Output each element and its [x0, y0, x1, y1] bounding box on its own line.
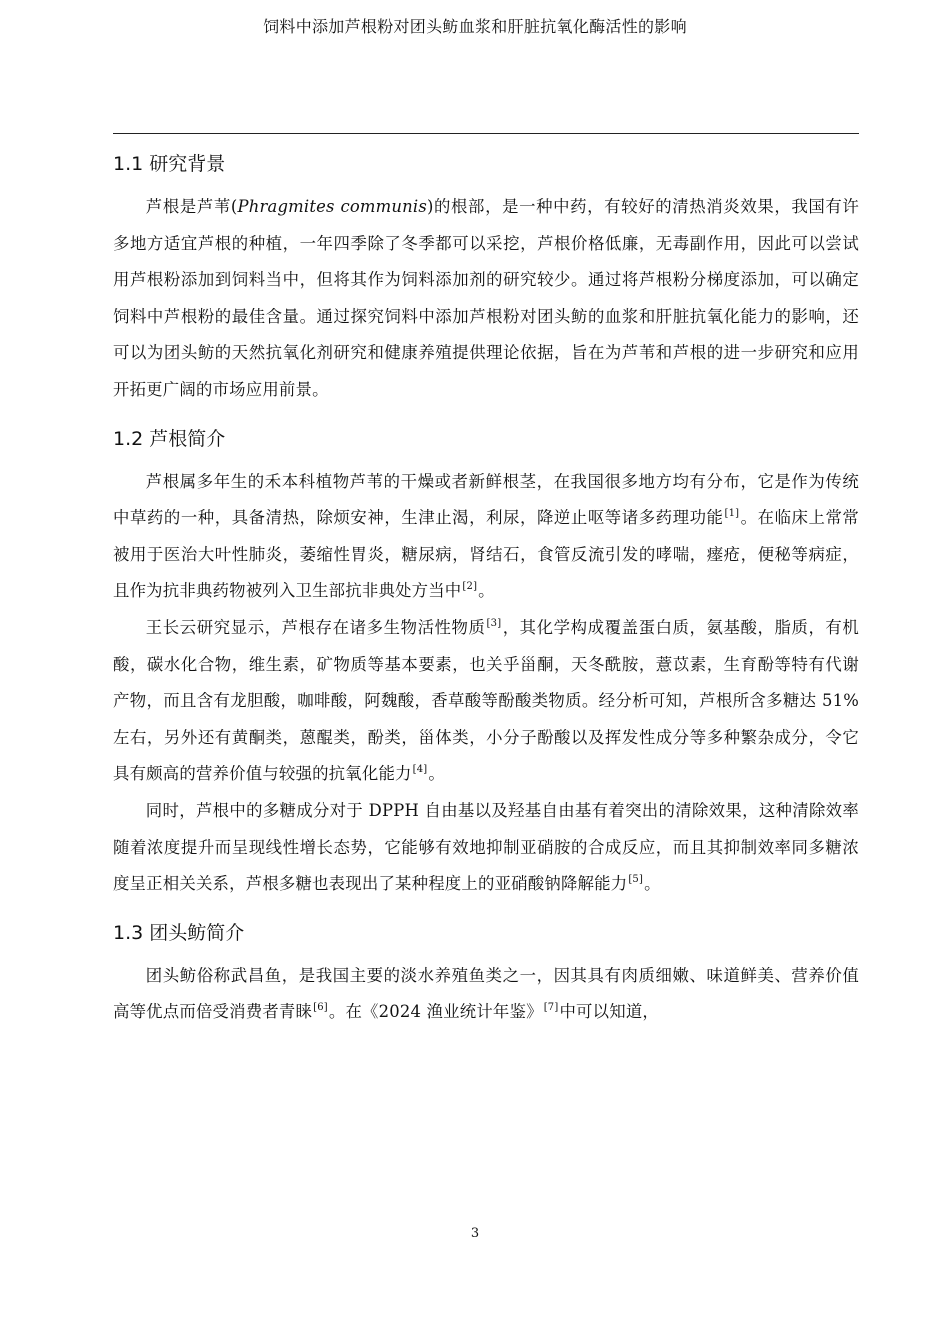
paragraph	[113, 189, 859, 409]
text-run: 中可以知道，	[559, 1002, 660, 1022]
text-run: 。	[478, 581, 495, 601]
citation-ref[interactable]: [5]	[628, 874, 644, 886]
section-heading-1-1: 1.1 研究背景	[113, 153, 226, 175]
text-run: 团头鲂俗称武昌鱼，是我国主要的淡水养殖鱼类之一，因其具有肉质细嫩、味道鲜美、营养价值高等优点而倍受消费者青睐	[113, 965, 859, 1022]
text-run: 芦根属多年生的禾本科植物芦苇的干燥或者新鲜根茎，在我国很多地方均有分布，它是作为传统中草药的一种，具备清热，除烦安神，生津止渴，利尿，降逆止呕等诸多药理功能	[113, 471, 859, 528]
section-bream-intro	[113, 918, 859, 1031]
citation-ref[interactable]: [6]	[313, 1002, 328, 1014]
page-number: 3	[470, 1226, 480, 1241]
citation-ref[interactable]: [1]	[724, 508, 740, 520]
citation-ref[interactable]: [2]	[462, 581, 478, 593]
paragraph	[113, 793, 859, 903]
text-run: 。	[428, 764, 445, 784]
paragraph	[113, 464, 859, 610]
text-run: 。在《2024 渔业统计年鉴》	[328, 1002, 543, 1022]
paragraph	[113, 610, 859, 793]
text-run: 。	[644, 874, 661, 894]
page-body	[113, 140, 859, 1031]
text-run: ，其化学构成覆盖蛋白质，氨基酸，脂质，有机酸，碳水化合物，维生素，矿物质等基本要素，也关乎甾酮，天冬酰胺，薏苡素，生育酚等特有代谢产物，而且含有龙胆酸，咖啡酸，阿魏酸，香草酸等酚酸类物质。经分析可知，芦根所含多糖达 51%左右，另外还有黄酮类，蒽醌类，酚类，甾体类，小分子酚酸以及挥发性成分等多种繁杂成分，令它具有颇高的营养价值与较强的抗氧化能力	[113, 617, 860, 784]
section-heading-1-2: 1.2 芦根简介	[113, 427, 226, 450]
section-heading-1-3: 1.3 团头鲂简介	[113, 921, 245, 944]
section-research-background	[113, 149, 859, 409]
citation-ref[interactable]: [7]	[543, 1002, 559, 1014]
section-reed-root-intro	[113, 424, 859, 903]
text-run: )的根部，是一种中药，有较好的清热消炎效果，我国有许多地方适宜芦根的种植，一年四季除了冬季都可以采挖，芦根价格低廉，无毒副作用，因此可以尝试用芦根粉添加到饲料当中，但将其作为饲料添加剂的研究较少。通过将芦根粉分梯度添加，可以确定饲料中芦根粉的最佳含量。通过探究饲料中添加芦根粉对团头鲂的血浆和肝脏抗氧化能力的影响，还可以为团头鲂的天然抗氧化剂研究和健康养殖提供理论依据，旨在为芦苇和芦根的进一步研究和应用开拓更广阔的市场应用前景。	[113, 197, 860, 399]
running-header: 饲料中添加芦根粉对团头鲂血浆和肝脏抗氧化酶活性的影响	[263, 17, 687, 36]
header-rule	[113, 133, 859, 134]
citation-ref[interactable]: [4]	[412, 764, 428, 776]
text-run: 。在临床上常常被用于医治大叶性肺炎，萎缩性胃炎，糖尿病，肾结石，食管反流引发的哮喘，瘗疮，便秘等病症，且作为抗非典药物被列入卫生部抗非典处方当中	[113, 508, 859, 601]
scientific-name: Phragmites communis	[237, 197, 427, 216]
text-run: 同时，芦根中的多糖成分对于 DPPH 自由基以及羟基自由基有着突出的清除效果，这种清除效率随着浓度提升而呈现线性增长态势，它能够有效地抑制亚硝胺的合成反应，而且其抑制效率同多糖浓度呈正相关关系，芦根多糖也表现出了某种程度上的亚硝酸钠降解能力	[113, 800, 859, 894]
text-run: 王长云研究显示，芦根存在诸多生物活性物质	[145, 617, 486, 637]
citation-ref[interactable]: [3]	[486, 617, 502, 629]
paragraph	[113, 958, 859, 1031]
text-run: 芦根是芦苇(	[145, 197, 238, 216]
